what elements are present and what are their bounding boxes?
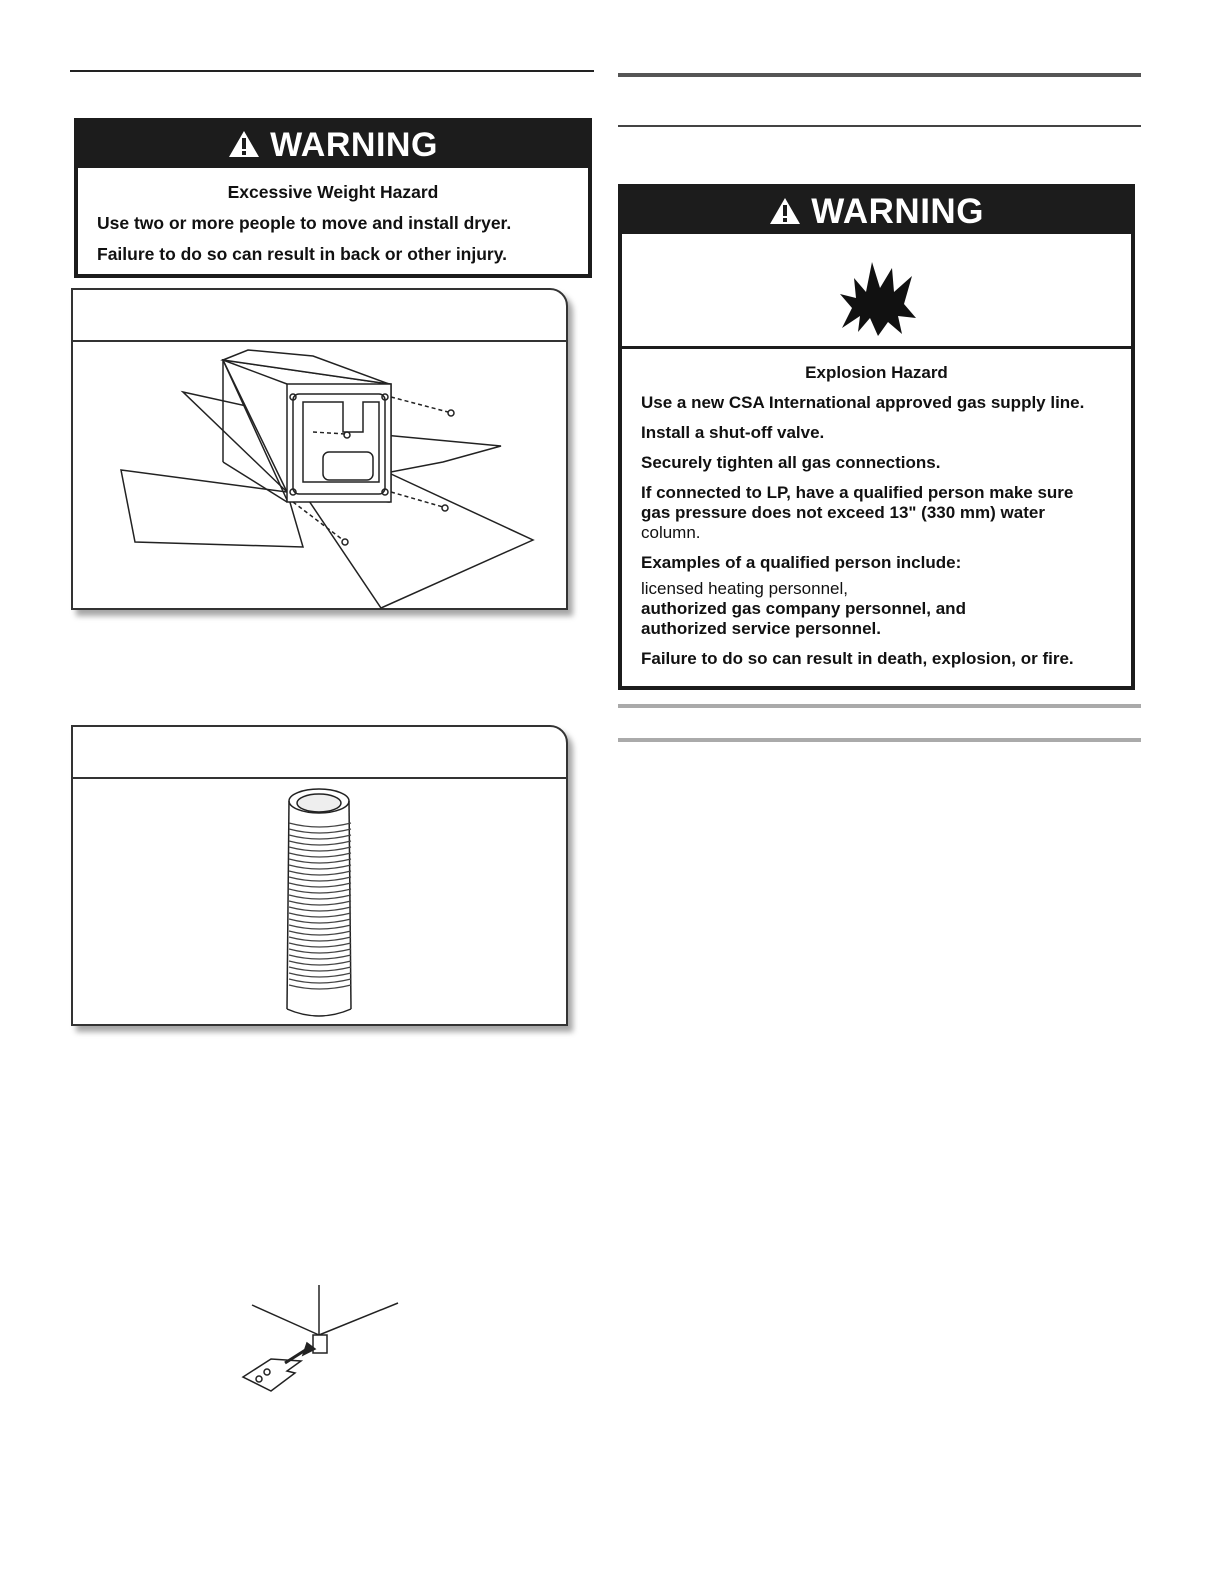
explosion-line-gas-supply: Use a new CSA International approved gas supply line.: [641, 393, 1085, 412]
weight-warning-box: [74, 118, 592, 278]
explosion-line-consequence: Failure to do so can result in death, explosion, or fire.: [641, 649, 1074, 668]
section-rule-right-4: [618, 738, 1141, 742]
weight-hazard-name: Excessive Weight Hazard: [227, 182, 439, 202]
section-rule-right-3: [618, 704, 1141, 708]
warning-triangle-icon: [228, 124, 260, 170]
figure-gas-line-header: [73, 727, 566, 779]
figure-gas-line-box: [71, 725, 568, 1026]
explosion-line-examples: Examples of a qualified person include:: [641, 553, 962, 572]
leveling-leg-illustration: [235, 1285, 405, 1405]
section-rule-top-left: [70, 70, 594, 72]
explosion-icon: [832, 248, 922, 338]
explosion-hazard-name: Explosion Hazard: [805, 363, 948, 382]
explosion-warning-box: [618, 184, 1135, 690]
weight-consequence: Failure to do so can result in back or other injury.: [97, 244, 508, 264]
warning-triangle-icon: [769, 190, 801, 238]
explosion-line-person-1: licensed heating personnel,: [641, 579, 848, 598]
explosion-line-lp-1: If connected to LP, have a qualified person make sure: [641, 483, 1074, 502]
explosion-line-shutoff: Install a shut-off valve.: [641, 423, 825, 442]
explosion-line-tighten: Securely tighten all gas connections.: [641, 453, 941, 472]
explosion-line-person-3: authorized service personnel.: [641, 619, 881, 638]
section-rule-top-right: [618, 73, 1141, 77]
explosion-warning-header: [622, 188, 1131, 234]
explosion-symbol-panel: [622, 234, 1131, 349]
section-rule-right-2: [618, 125, 1141, 127]
explosion-line-person-2: authorized gas company personnel, and: [641, 599, 966, 618]
figure-dryer-header: [73, 290, 566, 342]
figure-dryer-box: [71, 288, 568, 610]
weight-instruction: Use two or more people to move and install dryer.: [97, 213, 512, 233]
explosion-line-lp-2: gas pressure does not exceed 13" (330 mm) water: [641, 503, 1045, 522]
dryer-on-cardboard-illustration: [73, 342, 566, 610]
explosion-line-lp-3: column.: [641, 523, 701, 542]
explosion-warning-title: WARNING: [811, 192, 984, 231]
weight-warning-header: [78, 122, 588, 168]
weight-warning-title: WARNING: [270, 126, 438, 164]
flexible-gas-connector-illustration: [73, 779, 566, 1026]
